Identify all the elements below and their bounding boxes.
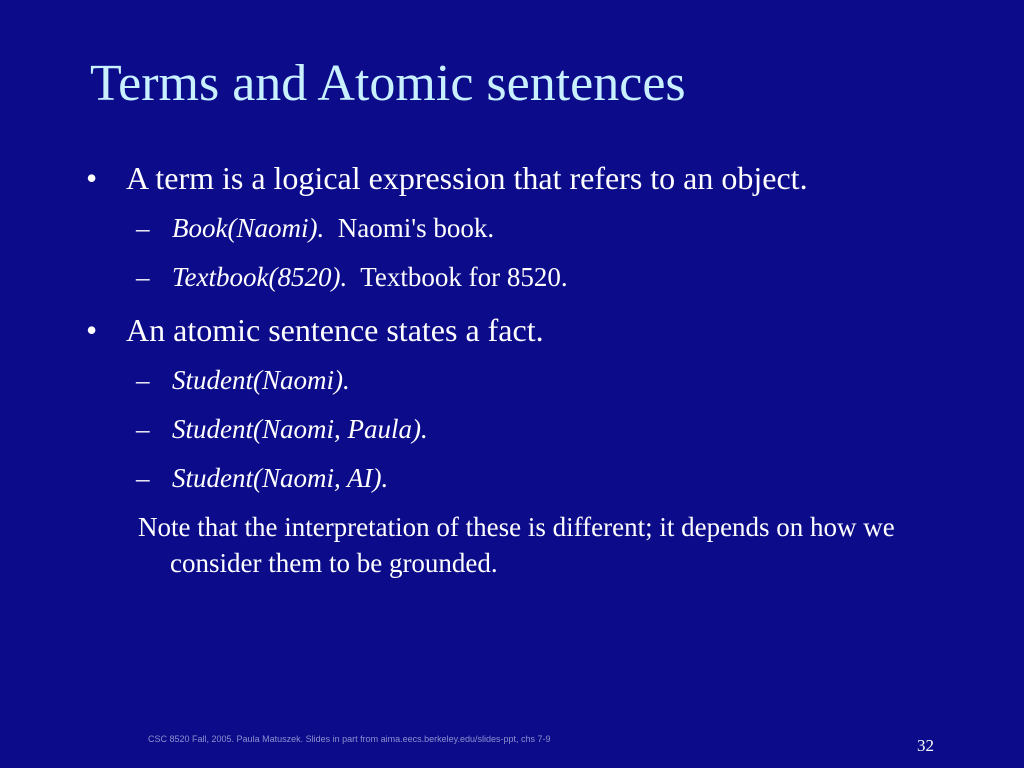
- slide-title: Terms and Atomic sentences: [90, 55, 686, 112]
- sub-item: [86, 460, 966, 496]
- dash-icon: –: [136, 463, 150, 493]
- dash-icon: –: [136, 414, 150, 444]
- sub-item-italic: Student(Naomi, AI).: [172, 463, 389, 493]
- dash-icon: –: [136, 365, 150, 395]
- bullet-item-term: [86, 156, 966, 200]
- slide-content: [86, 156, 966, 581]
- sub-item: [86, 210, 966, 246]
- page-number: 32: [917, 736, 934, 755]
- note-text: Note that the interpretation of these is different; it depends on how we consider them to be grounded.: [138, 512, 895, 578]
- bullet-text: A term is a logical expression that refers to an object.: [126, 160, 808, 196]
- bullet-icon: •: [86, 160, 98, 196]
- sub-item-plain: Textbook for 8520.: [360, 262, 568, 292]
- sub-item: [86, 259, 966, 295]
- bullet-icon: •: [86, 312, 98, 348]
- bullet-text: An atomic sentence states a fact.: [126, 312, 544, 348]
- slide-footer: CSC 8520 Fall, 2005. Paula Matuszek. Slides in part from aima.eecs.berkeley.edu/slides-ppt, chs 7-9: [148, 734, 551, 744]
- sub-item-plain: Naomi's book.: [337, 213, 495, 243]
- sub-item-italic: Book(Naomi).: [172, 213, 325, 243]
- dash-icon: –: [136, 213, 150, 243]
- bullet-item-atomic-sentence: [86, 308, 966, 352]
- sub-item-italic: Student(Naomi).: [172, 365, 350, 395]
- sub-item-italic: Textbook(8520).: [172, 262, 348, 292]
- dash-icon: –: [136, 262, 150, 292]
- sub-item: [86, 362, 966, 398]
- sub-item-italic: Student(Naomi, Paula).: [172, 414, 428, 444]
- sub-item: [86, 411, 966, 447]
